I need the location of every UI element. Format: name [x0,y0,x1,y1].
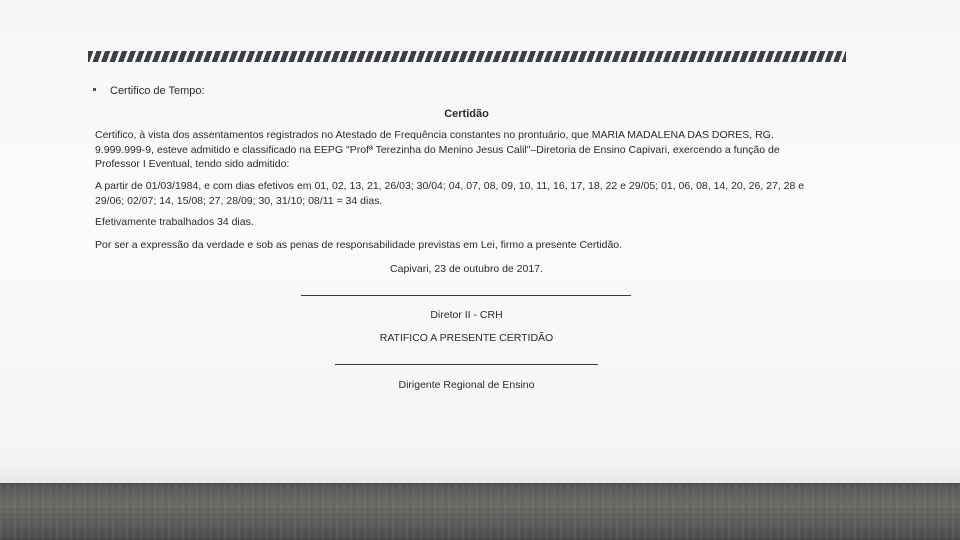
bullet-icon [93,88,96,91]
bullet-text: Certifico de Tempo: [110,85,205,97]
date-line: Capivari, 23 de outubro de 2017. [390,263,543,275]
attestation-paragraph: Por ser a expressão da verdade e sob as penas de responsabilidade previstas em Lei, firmo a presente Certidão. [95,239,623,251]
signature-line-1 [301,295,631,296]
total-days-paragraph: Efetivamente trabalhados 34 dias. [95,216,254,228]
decorative-stripe [88,51,846,62]
signatory-2: Dirigente Regional de Ensino [398,379,535,391]
signature-line-2 [335,364,598,365]
certification-paragraph: Certifico, à vista dos assentamentos registrados no Atestado de Frequência constantes no prontuário, que MARIA MADALENA DAS DORES, RG. 9.999.999-9, esteve admitido e classificado na EEPG "Profª Terezinha do Menino Jesus Calil"–Diretoria de Ensino Capivari, exercendo a função de Professor I Eventual, tendo sido admitido: [95,129,780,170]
bullet-item [93,84,205,98]
floor-background [0,483,960,540]
dates-paragraph: A partir de 01/03/1984, e com dias efetivos em 01, 02, 13, 21, 26/03; 30/04; 04, 07, 08, 09, 10, 11, 16, 17, 18, 22 e 29/05; 01, 06, 08, 14, 20, 26, 27, 28 e 29/06; 02/07; 14, 15/08; 27, 28/09; 30, 31/10; 08/11 = 34 dias. [95,180,805,207]
ratify-line: RATIFICO A PRESENTE CERTIDÃO [379,332,554,344]
signatory-1: Diretor II - CRH [430,309,503,321]
floor-texture [0,483,960,540]
document-title: Certidão [444,108,489,120]
